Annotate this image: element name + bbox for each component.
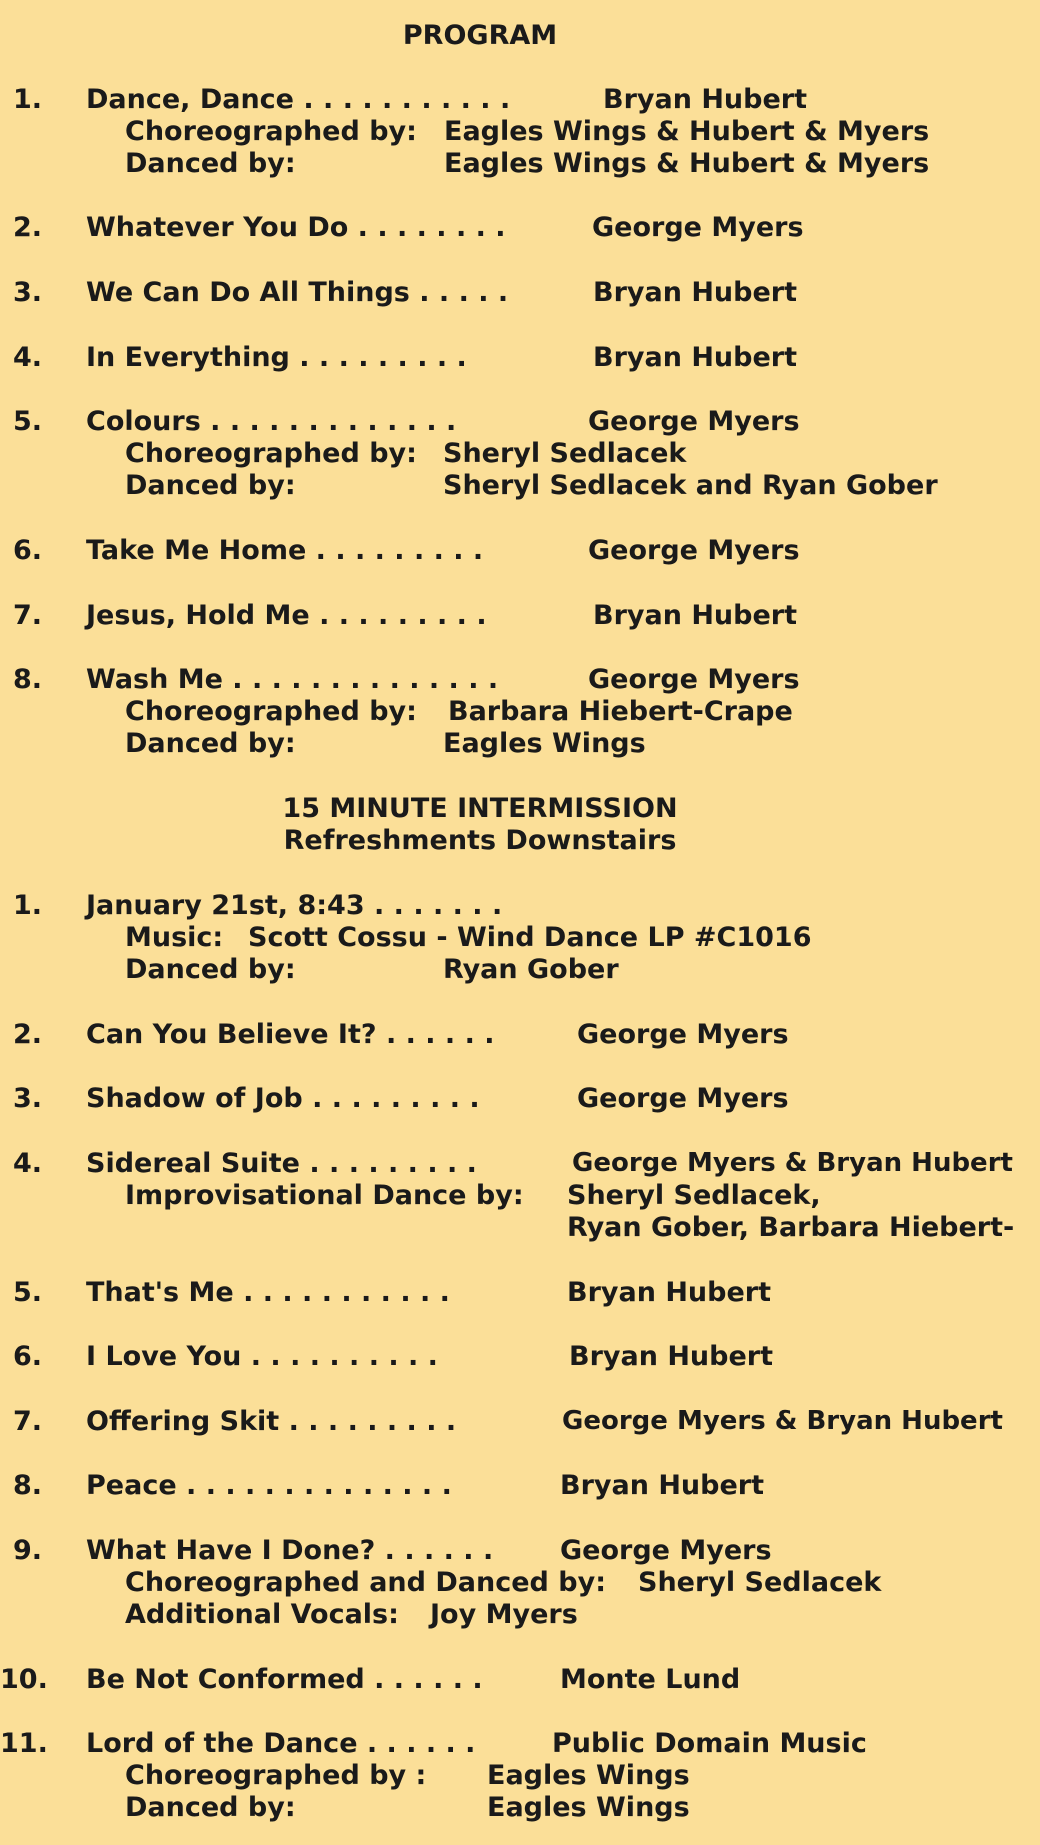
item-title: Offering Skit . . . . . . . . .: [86, 1406, 457, 1437]
credit-value: Eagles Wings & Hubert & Myers: [444, 116, 930, 147]
item-composer: George Myers: [577, 1083, 789, 1114]
credit-label: Improvisational Dance by:: [125, 1180, 524, 1211]
item-title: Take Me Home . . . . . . . . .: [86, 535, 484, 566]
credit-label: Danced by:: [125, 728, 296, 759]
credit-label: Choreographed by:: [125, 696, 417, 727]
credit-label: Choreographed by:: [125, 116, 417, 147]
credit-label: Danced by:: [125, 148, 296, 179]
item-composer: Bryan Hubert: [567, 1277, 772, 1308]
item-title: Shadow of Job . . . . . . . . .: [86, 1083, 480, 1114]
credit-value: Sheryl Sedlacek: [443, 438, 687, 469]
item-composer: George Myers & Bryan Hubert: [562, 1406, 1003, 1436]
intermission-subtitle: Refreshments Downstairs: [283, 825, 677, 856]
item-composer: Bryan Hubert: [593, 600, 798, 631]
item-number: 11.: [0, 1728, 48, 1759]
credit-value: Ryan Gober: [443, 954, 619, 985]
item-composer: George Myers: [588, 664, 800, 695]
credit-label: Danced by:: [125, 1792, 296, 1823]
item-composer: George Myers: [592, 212, 804, 243]
credit-value: Sheryl Sedlacek and Ryan Gober: [443, 470, 938, 501]
item-title: That's Me . . . . . . . . . . .: [86, 1277, 450, 1308]
item-composer: Bryan Hubert: [560, 1470, 765, 1501]
item-composer: Public Domain Music: [552, 1728, 867, 1759]
credit-label: Danced by:: [125, 954, 296, 985]
item-title: Peace . . . . . . . . . . . . . .: [86, 1470, 452, 1501]
credit-value: Eagles Wings & Hubert & Myers: [444, 148, 930, 179]
credit-value: Eagles Wings: [443, 728, 646, 759]
item-number: 3.: [12, 277, 42, 308]
item-number: 1.: [12, 890, 42, 921]
item-title: Sidereal Suite . . . . . . . . .: [86, 1148, 477, 1179]
item-title: Can You Believe It? . . . . . .: [86, 1019, 495, 1050]
item-number: 7.: [12, 1406, 42, 1437]
item-number: 1.: [12, 84, 42, 115]
item-title: Dance, Dance . . . . . . . . . . .: [86, 84, 511, 115]
item-composer: Bryan Hubert: [603, 84, 808, 115]
item-number: 6.: [12, 1341, 42, 1372]
item-number: 8.: [12, 1470, 42, 1501]
credit-label: Additional Vocals:: [125, 1599, 399, 1630]
item-number: 6.: [12, 535, 42, 566]
credit-value: Ryan Gober, Barbara Hiebert-: [567, 1212, 1015, 1243]
item-number: 2.: [12, 212, 42, 243]
credit-value: Joy Myers: [430, 1599, 578, 1630]
item-composer: Bryan Hubert: [569, 1341, 774, 1372]
item-title: What Have I Done? . . . . . .: [86, 1535, 494, 1566]
item-composer: George Myers: [560, 1535, 772, 1566]
item-title: Whatever You Do . . . . . . . .: [86, 212, 506, 243]
item-title: January 21st, 8:43 . . . . . . .: [86, 890, 503, 921]
item-title: Lord of the Dance . . . . . .: [86, 1728, 476, 1759]
credit-value: Eagles Wings: [487, 1760, 690, 1791]
credit-value: Sheryl Sedlacek: [638, 1567, 882, 1598]
item-number: 8.: [12, 664, 42, 695]
item-composer: George Myers: [577, 1019, 789, 1050]
item-number: 2.: [12, 1019, 42, 1050]
item-title: Colours . . . . . . . . . . . . .: [86, 406, 457, 437]
item-number: 4.: [12, 342, 42, 373]
program-heading: PROGRAM: [402, 20, 558, 51]
credit-label: Choreographed by :: [125, 1760, 427, 1791]
item-title: Jesus, Hold Me . . . . . . . . .: [86, 600, 487, 631]
credit-label: Danced by:: [125, 470, 296, 501]
credit-label: Choreographed and Danced by:: [125, 1567, 607, 1598]
item-number: 5.: [12, 406, 42, 437]
item-number: 3.: [12, 1083, 42, 1114]
item-composer: Monte Lund: [560, 1664, 741, 1695]
item-composer: George Myers & Bryan Hubert: [572, 1148, 1013, 1178]
item-title: I Love You . . . . . . . . . .: [86, 1341, 438, 1372]
item-number: 5.: [12, 1277, 42, 1308]
credit-value: Barbara Hiebert-Crape: [448, 696, 793, 727]
item-title: We Can Do All Things . . . . .: [86, 277, 509, 308]
item-composer: George Myers: [588, 406, 800, 437]
item-number: 7.: [12, 600, 42, 631]
item-number: 9.: [12, 1535, 42, 1566]
item-number: 4.: [12, 1148, 42, 1179]
item-title: Be Not Conformed . . . . . .: [86, 1664, 483, 1695]
item-number: 10.: [0, 1664, 48, 1695]
credit-label: Choreographed by:: [125, 438, 417, 469]
credit-label: Music:: [125, 922, 224, 953]
credit-value: Eagles Wings: [487, 1792, 690, 1823]
item-composer: Bryan Hubert: [593, 277, 798, 308]
credit-value: Scott Cossu - Wind Dance LP #C1016: [248, 922, 812, 953]
item-title: In Everything . . . . . . . . .: [86, 342, 467, 373]
item-composer: Bryan Hubert: [593, 342, 798, 373]
item-composer: George Myers: [588, 535, 800, 566]
credit-value: Sheryl Sedlacek,: [567, 1180, 821, 1211]
item-title: Wash Me . . . . . . . . . . . . . .: [86, 664, 499, 695]
intermission-title: 15 MINUTE INTERMISSION: [282, 793, 678, 824]
